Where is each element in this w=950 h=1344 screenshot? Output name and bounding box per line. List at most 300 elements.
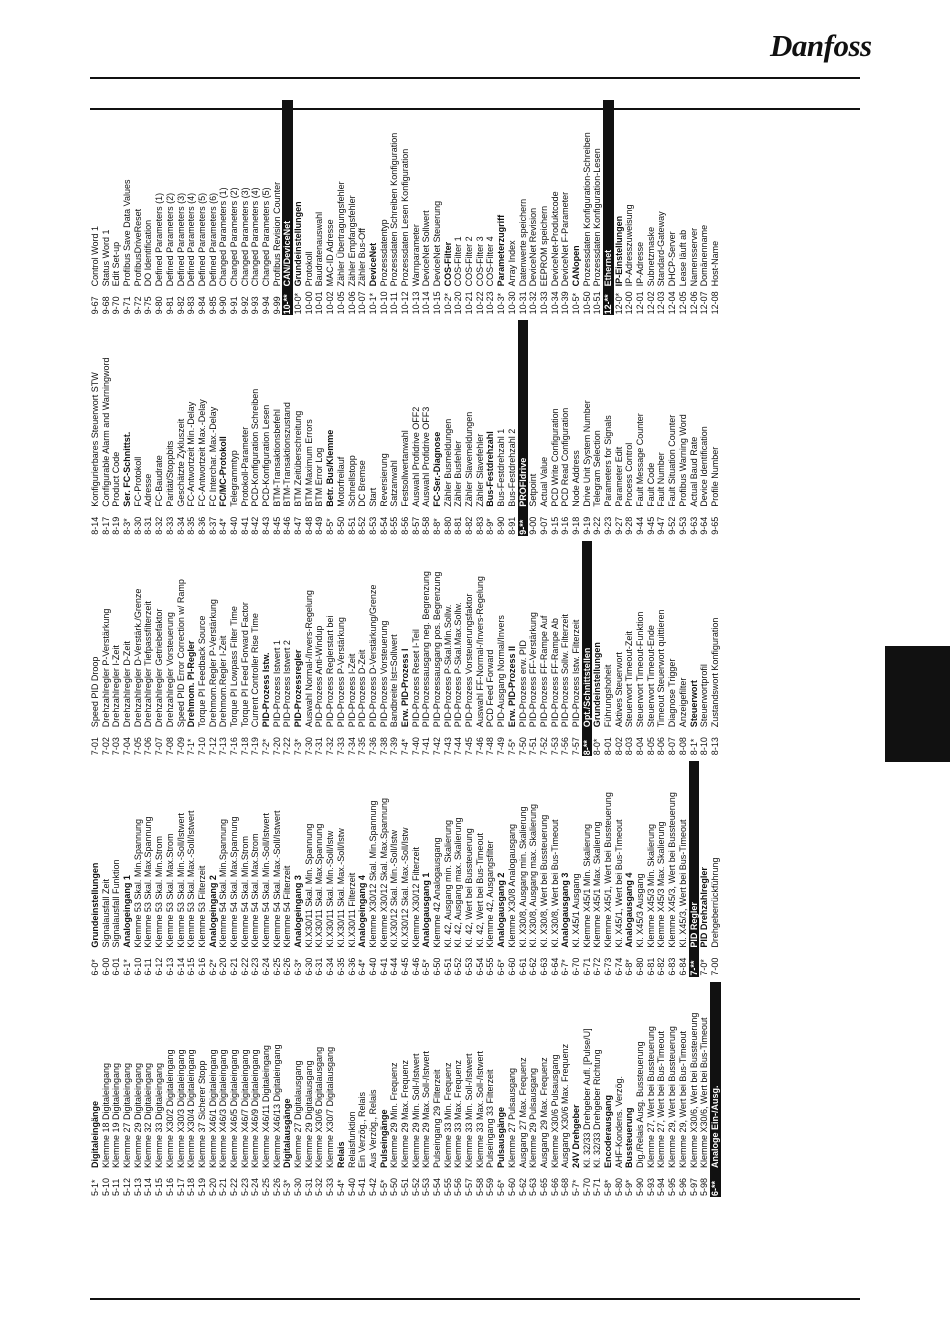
parameter-label: Klemme X30/7 Digitalausgang xyxy=(325,1046,336,1168)
parameter-number: 5-52 xyxy=(410,1177,421,1196)
parameter-label: Digitaleingänge xyxy=(90,1100,100,1168)
parameter-number: 9-82 xyxy=(175,296,186,315)
parameter-row xyxy=(389,100,400,315)
parameter-number: 5-10 xyxy=(100,1177,111,1196)
subgroup-header-row xyxy=(186,541,197,756)
parameter-label: Ser. FC-Schnittst. xyxy=(122,431,133,507)
parameter-number: 7-53 xyxy=(549,737,560,756)
parameter-number: 6-4* xyxy=(357,959,368,976)
parameter-number: 6-12 xyxy=(154,957,165,976)
parameter-row xyxy=(624,100,635,315)
parameter-label: Drehzahlregler D-Zeit xyxy=(122,641,133,728)
parameter-number: 5-25 xyxy=(261,1177,271,1196)
parameter-row xyxy=(336,541,347,756)
parameter-row xyxy=(667,320,678,535)
parameter-row xyxy=(314,982,325,1197)
subgroup-header-row xyxy=(485,320,496,535)
parameter-row xyxy=(656,761,667,976)
parameter-row xyxy=(560,320,571,535)
parameter-row xyxy=(550,541,561,756)
subgroup-header-row xyxy=(122,320,133,535)
parameter-label: Klemme 54 Skal. Min.Spannung xyxy=(218,819,229,948)
parameter-number: 9-83 xyxy=(186,296,197,315)
parameter-number: 6-44 xyxy=(389,957,400,976)
subgroup-header-row xyxy=(560,761,571,976)
parameter-number: 7-30 xyxy=(303,737,314,756)
parameter-row xyxy=(90,320,101,535)
parameter-row xyxy=(122,541,133,756)
parameter-number: 5-23 xyxy=(239,1177,250,1196)
parameter-label: Aus Verzög., Relais xyxy=(367,1089,378,1168)
parameter-label: Setpoint xyxy=(528,473,539,507)
subgroup-header-row xyxy=(90,761,101,976)
parameter-label: Klemme X30/12 Skal. Max.Spannung xyxy=(378,798,389,948)
parameter-label: Signalausfall Funktion xyxy=(111,859,122,948)
parameter-row xyxy=(539,982,550,1197)
parameter-label: Parameter Edit xyxy=(613,446,624,507)
parameter-label: Fault Number xyxy=(656,452,667,507)
parameter-number: 8-05 xyxy=(645,737,656,756)
parameter-number: 5-51 xyxy=(399,1177,410,1196)
parameter-label: COS-Filter 4 xyxy=(485,236,496,287)
parameter-number: 5-40 xyxy=(346,1177,357,1196)
parameter-number: 9-44 xyxy=(635,516,646,535)
parameter-label: Klemme 54 Skal. Max.Strom xyxy=(250,833,261,948)
parameter-number: 6-0* xyxy=(90,959,100,976)
parameter-row xyxy=(304,100,315,315)
parameter-label: Bandbreite Ist=Sollwert xyxy=(389,634,400,728)
parameter-number: 5-66 xyxy=(549,1177,560,1196)
parameter-row xyxy=(208,541,219,756)
parameter-number: 12-01 xyxy=(635,291,646,315)
parameter-label: Prozessdaten Schreiben Konfiguration xyxy=(389,132,400,287)
parameter-row xyxy=(560,541,571,756)
parameter-label: Klemme 27, Wert bei Bus-Timeout xyxy=(656,1030,667,1168)
subgroup-header-row xyxy=(293,761,304,976)
parameter-number: 5-22 xyxy=(228,1177,239,1196)
parameter-label: Analogausgang 3 xyxy=(560,872,571,948)
subgroup-header-row xyxy=(293,100,304,315)
parameter-number: 5-24 xyxy=(250,1177,261,1196)
parameter-label: Kl.X30/11 Skal. Min.-Soll/Istw xyxy=(325,830,336,948)
parameter-number: 9-64 xyxy=(699,516,710,535)
parameter-number: 8-34 xyxy=(175,516,186,535)
parameter-number: 6-16 xyxy=(196,957,207,976)
parameter-row xyxy=(453,761,464,976)
parameter-row xyxy=(475,761,486,976)
parameter-number: 6-21 xyxy=(228,957,239,976)
parameter-number: 7-33 xyxy=(335,737,346,756)
parameter-number: 12-04 xyxy=(667,291,678,315)
parameter-number: 9-72 xyxy=(132,296,143,315)
parameter-number: 5-4* xyxy=(335,1179,346,1196)
parameter-label: Kl. X45/3 Ausgang xyxy=(635,873,646,948)
group-header-row xyxy=(518,320,529,535)
parameter-row xyxy=(261,761,272,976)
parameter-number: 9-67 xyxy=(90,296,100,315)
parameter-number: 6-00 xyxy=(100,957,111,976)
parameter-label: Torque PI Feed Forward Factor xyxy=(239,602,250,728)
parameter-row xyxy=(208,100,219,315)
parameter-number: 6-83 xyxy=(667,957,678,976)
parameter-label: Zähler Empfangsfehler xyxy=(346,195,357,287)
parameter-row xyxy=(197,100,208,315)
parameter-number: 7-12 xyxy=(207,737,218,756)
parameter-number: 7-09 xyxy=(175,737,186,756)
parameter-label: Kl. X45/1 Ausgang xyxy=(570,873,581,948)
parameter-number: 5-58 xyxy=(474,1177,485,1196)
parameter-label: Drehzahlregler Getriebefaktor xyxy=(154,608,165,728)
parameter-label: Bus-Festdrehzahl 1 xyxy=(496,428,507,507)
parameter-label: BTM-Transaktionsbefehl xyxy=(271,409,282,507)
parameter-label: Analogausgang 2 xyxy=(496,872,507,948)
parameter-number: 12-0* xyxy=(613,292,624,315)
parameter-number: 10-01 xyxy=(314,291,325,315)
parameter-number: 6-36 xyxy=(346,957,357,976)
parameter-row xyxy=(624,320,635,535)
parameter-row xyxy=(432,541,443,756)
parameter-column xyxy=(90,320,860,535)
parameter-label: PID-Prozess P-Verstärkung xyxy=(335,617,346,728)
parameter-row xyxy=(282,541,293,756)
parameter-number: 8-49 xyxy=(314,516,325,535)
parameter-label: FC/MC-Protokoll xyxy=(218,436,229,507)
parameter-row xyxy=(678,982,689,1197)
parameter-row xyxy=(101,761,112,976)
parameter-number: 7-00 xyxy=(709,957,720,976)
parameter-row xyxy=(646,100,657,315)
parameter-label: Opt./Schnittstellen xyxy=(581,647,592,728)
parameter-label: Torque PI Feedback Source xyxy=(196,615,207,728)
parameter-label: PID-Prozess FF-Rampe Auf xyxy=(538,615,549,728)
parameter-label: Aktives Steuerwort xyxy=(613,652,624,728)
parameter-label: Defined Parameters (5) xyxy=(196,192,207,287)
subgroup-header-row xyxy=(624,982,635,1197)
parameter-label: Adresse xyxy=(143,473,154,507)
parameter-row xyxy=(689,100,700,315)
parameter-number: 6-14 xyxy=(175,957,186,976)
parameter-label: Node Address xyxy=(570,450,581,507)
parameter-row xyxy=(496,541,507,756)
parameter-number: 5-30 xyxy=(293,1177,304,1196)
parameter-label: COS-Filter 1 xyxy=(453,236,464,287)
subgroup-header-row xyxy=(218,320,229,535)
parameter-number: 10-39 xyxy=(560,291,571,315)
parameter-row xyxy=(560,982,571,1197)
parameter-number: 5-68 xyxy=(560,1177,571,1196)
parameter-row xyxy=(368,541,379,756)
parameter-row xyxy=(272,541,283,756)
parameter-label: Klemme X46/7 Digitaleingang xyxy=(239,1049,250,1168)
parameter-number: 8-48 xyxy=(303,516,314,535)
parameter-label: Parameterzugriff xyxy=(496,214,507,287)
parameter-number: 6-45 xyxy=(399,957,410,976)
parameter-row xyxy=(282,761,293,976)
parameter-number: 6-71 xyxy=(581,957,592,976)
parameter-label: Klemme X30/6 Pulsausgang xyxy=(549,1054,560,1168)
parameter-row xyxy=(304,761,315,976)
chapter-thumb-tab xyxy=(885,646,950,762)
parameter-number: 6-72 xyxy=(592,957,603,976)
parameter-row xyxy=(133,320,144,535)
parameter-row xyxy=(635,761,646,976)
parameter-row xyxy=(111,320,122,535)
parameter-number: 8-40 xyxy=(228,516,239,535)
parameter-label: Klemme X45/3, Wert bei Bussteuerung xyxy=(667,792,678,948)
parameter-number: 6-2* xyxy=(207,959,218,976)
parameter-number: 7-46 xyxy=(474,737,485,756)
parameter-row xyxy=(614,541,625,756)
parameter-label: Process Control xyxy=(624,442,635,507)
parameter-number: 8-82 xyxy=(464,516,475,535)
danfoss-logo: Danfoss xyxy=(770,28,872,63)
parameter-row xyxy=(229,100,240,315)
parameter-label: Klemme X30/6, Wert bei Bussteuerung xyxy=(688,1012,699,1168)
parameter-number: 5-62 xyxy=(517,1177,528,1196)
parameter-row xyxy=(197,982,208,1197)
parameter-row xyxy=(421,982,432,1197)
parameter-label: Analogausgang 1 xyxy=(421,872,432,948)
parameter-number: 7-19 xyxy=(250,737,261,756)
parameter-row xyxy=(507,320,518,535)
parameter-number: 10-06 xyxy=(346,291,357,315)
parameter-number: 7-01 xyxy=(90,737,100,756)
parameter-label: Klemme 27, Wert bei Bussteuerung xyxy=(645,1026,656,1168)
parameter-number: 9-23 xyxy=(603,516,613,535)
parameter-column xyxy=(90,982,860,1197)
parameter-label: Actual Value xyxy=(538,456,549,507)
parameter-row xyxy=(453,982,464,1197)
parameter-label: Klemme 29, Wert bei Bussteuerung xyxy=(667,1026,678,1168)
parameter-number: 7-20 xyxy=(271,737,282,756)
parameter-number: 7-5* xyxy=(506,738,517,756)
parameter-number: 5-55 xyxy=(442,1177,453,1196)
parameter-row xyxy=(357,320,368,535)
parameter-label: Telegram Selection xyxy=(592,430,603,507)
parameter-number: 9-07 xyxy=(538,516,549,535)
parameter-label: Kl. X30/8, Ausgang min. Skalierung xyxy=(517,806,528,948)
parameter-label: Klemme 54 Skal. Min.Strom xyxy=(239,836,250,948)
parameter-label: COS-Filter 3 xyxy=(474,236,485,287)
parameter-number: 5-26 xyxy=(271,1177,282,1196)
parameter-row xyxy=(229,320,240,535)
parameter-number: 8-17 xyxy=(100,516,111,535)
parameter-row xyxy=(143,982,154,1197)
parameter-label: Anzeigefilter xyxy=(677,677,688,728)
parameter-row xyxy=(336,320,347,535)
parameter-row xyxy=(485,761,496,976)
parameter-label: Steuerwort Timeout-Funktion xyxy=(635,611,646,728)
parameter-label: Klemme 53 Filterzeit xyxy=(196,865,207,948)
parameter-row xyxy=(411,982,422,1197)
parameter-label: Current Controller Rise Time xyxy=(250,613,261,728)
parameter-label: FC-Baudrate xyxy=(154,455,165,507)
parameter-number: 6-51 xyxy=(442,957,453,976)
parameter-label: Klemme 18 Digitaleingang xyxy=(100,1062,111,1168)
parameter-number: 10-33 xyxy=(538,291,549,315)
parameter-label: Klemme 53 Skal. Max.-Soll/Istwert xyxy=(186,810,197,948)
parameter-number: 6-10 xyxy=(132,957,143,976)
parameter-label: Klemme 29 Digitalausgang xyxy=(303,1060,314,1168)
parameter-label: Klemme X45/1 Max. Skalierung xyxy=(592,821,603,948)
parameter-label: Drehzahlregler Vorsteuerung xyxy=(164,612,175,728)
parameter-number: 7-08 xyxy=(164,737,175,756)
parameter-label: Klemme X46/3 Digitaleingang xyxy=(218,1049,229,1168)
parameter-row xyxy=(133,541,144,756)
parameter-label: IP-Adresszuweisung xyxy=(624,204,635,287)
parameter-label: Kl. 32/33 Drehgeber Richtung xyxy=(592,1049,603,1168)
parameter-row xyxy=(133,100,144,315)
parameter-number: 5-53 xyxy=(421,1177,432,1196)
parameter-label: Klemme 27 Digitalausgang xyxy=(293,1060,304,1168)
parameter-number: 10-32 xyxy=(528,291,539,315)
parameter-number: 12-08 xyxy=(709,291,720,315)
parameter-column xyxy=(90,541,860,756)
subgroup-header-row xyxy=(571,100,582,315)
parameter-number: 6-13 xyxy=(164,957,175,976)
parameter-row xyxy=(667,541,678,756)
parameter-label: Defined Parameters (2) xyxy=(164,192,175,287)
parameter-number: 7-42 xyxy=(432,737,442,756)
parameter-row xyxy=(507,761,518,976)
parameter-row xyxy=(656,982,667,1197)
parameter-label: Satzanwahl xyxy=(389,460,400,507)
parameter-row xyxy=(176,541,187,756)
parameter-label: Klemme X46/5 Digitaleingang xyxy=(228,1049,239,1168)
parameter-label: Ein Verzög., Relais xyxy=(357,1091,368,1168)
parameter-row xyxy=(90,100,101,315)
parameter-label: Klemme 29 Max. Frequenz xyxy=(399,1059,410,1168)
parameter-label: Drehzahlregler D-Verstärk./Grenze xyxy=(132,588,143,728)
parameter-number: 6-6* xyxy=(496,959,507,976)
parameter-label: Klemme X45/1 Min. Skalierung xyxy=(581,824,592,948)
parameter-label: PCD Write Configuration xyxy=(549,408,560,507)
parameter-number: 8-80 xyxy=(442,516,453,535)
parameter-number: 10-22 xyxy=(474,291,485,315)
parameter-label: Zähler Bus-Off xyxy=(357,228,368,287)
parameter-label: Pulseingang 29 Filterzeit xyxy=(432,1069,442,1168)
parameter-number: 8-55 xyxy=(389,516,400,535)
parameter-row xyxy=(293,320,304,535)
parameter-label: Defined Parameters (3) xyxy=(175,192,186,287)
parameter-label: Klemme X46/1 Digitaleingang xyxy=(207,1049,218,1168)
parameter-number: 6-3* xyxy=(293,959,304,976)
subgroup-header-row xyxy=(400,541,411,756)
parameter-label: Klemme 53 Skal. Min.Spannung xyxy=(132,819,143,948)
subgroup-header-row xyxy=(208,761,219,976)
parameter-label: Device Identification xyxy=(699,426,710,507)
parameter-label: Kl.X30/11 Skal. Min. Spannung xyxy=(303,823,314,948)
parameter-row xyxy=(432,982,443,1197)
parameter-label: Auswahl FF-Normal-/Invers-Regelung xyxy=(474,576,485,728)
parameter-number: 9-16 xyxy=(560,516,571,535)
parameter-number: 5-15 xyxy=(154,1177,165,1196)
parameter-label: PID-Prozess FF-Verstärkung xyxy=(528,612,539,728)
parameter-row xyxy=(347,761,358,976)
parameter-label: Klemme X30/12 Filterzeit xyxy=(410,847,421,948)
parameter-label: 24V Drehgeber xyxy=(570,1104,581,1168)
parameter-number: 5-12 xyxy=(122,1177,133,1196)
parameter-label: Edit Set-up xyxy=(111,241,122,287)
parameter-row xyxy=(485,541,496,756)
parameter-number: 9-90 xyxy=(218,296,229,315)
parameter-row xyxy=(261,982,272,1197)
parameter-row xyxy=(539,541,550,756)
parameter-row xyxy=(325,541,336,756)
parameter-number: 10-12 xyxy=(399,291,410,315)
parameter-label: PCD-Konfiguration Schreiben xyxy=(250,388,261,507)
parameter-row xyxy=(539,100,550,315)
parameter-label: Analogeingang 2 xyxy=(207,875,218,948)
parameter-label: PID-Prozess P-Skal.Min.Sollw. xyxy=(442,604,453,728)
parameter-label: Klemme 42, Ausgangsfilter xyxy=(485,840,496,948)
parameter-label: PID-Prozess Vorsteuerungsfaktor xyxy=(464,593,475,728)
parameter-row xyxy=(624,541,635,756)
parameter-number: 5-16 xyxy=(164,1177,175,1196)
parameter-number: 9-00 xyxy=(528,516,539,535)
parameter-number: 6-70 xyxy=(570,957,581,976)
parameter-label: Klemme 53 Skal. Min.-Soll/Istwert xyxy=(175,813,186,948)
parameter-label: Drive Unit System Number xyxy=(581,400,592,507)
parameter-label: PID-Prozess erw. PID xyxy=(517,640,528,728)
parameter-row xyxy=(485,100,496,315)
parameter-label: Kl.X30/11 Skal. Max.-Soll/Istw xyxy=(335,828,346,948)
parameter-row xyxy=(250,100,261,315)
parameter-number: 7-40 xyxy=(410,737,421,756)
parameter-number: 8-3* xyxy=(122,518,133,535)
parameter-column xyxy=(90,100,860,315)
parameter-number: 7-31 xyxy=(314,737,325,756)
parameter-label: Protokoll-Parameter xyxy=(239,426,250,507)
parameter-row xyxy=(154,982,165,1197)
parameter-label: Klemme X30/6, Wert bei Bus-Timeout xyxy=(699,1017,710,1168)
parameter-number: 9-27 xyxy=(613,516,624,535)
parameter-label: COS-Filter 2 xyxy=(464,236,475,287)
parameter-number: 9-85 xyxy=(207,296,218,315)
parameter-number: 8-5* xyxy=(325,518,336,535)
parameter-label: Defined Parameters (6) xyxy=(207,192,218,287)
parameter-number: 8-36 xyxy=(196,516,207,535)
parameter-row xyxy=(635,541,646,756)
parameter-number: 12-** xyxy=(603,294,613,315)
parameter-number: 10-11 xyxy=(389,292,400,315)
parameter-label: Dig./Relais Ausg. Bussteuerung xyxy=(635,1041,646,1168)
parameter-row xyxy=(368,761,379,976)
parameter-row xyxy=(496,320,507,535)
parameter-row xyxy=(272,320,283,535)
parameter-number: 5-5* xyxy=(378,1179,389,1196)
parameter-row xyxy=(443,541,454,756)
parameter-number: 8-43 xyxy=(261,516,271,535)
parameter-number: 6-1* xyxy=(122,959,133,976)
parameter-label: Array Index xyxy=(506,240,517,287)
parameter-number: 7-06 xyxy=(143,737,154,756)
parameter-label: DHCP-Server xyxy=(667,231,678,287)
group-header-row xyxy=(710,982,721,1197)
parameter-number: 6-60 xyxy=(506,957,517,976)
parameter-label: Führungshoheit xyxy=(603,664,613,728)
parameter-row xyxy=(699,100,710,315)
parameter-label: PID-Prozessausgang pos. Begrenzung xyxy=(432,571,442,728)
subgroup-header-row xyxy=(421,761,432,976)
parameter-number: 10-10 xyxy=(378,291,389,315)
parameter-row xyxy=(550,320,561,535)
parameter-number: 9-28 xyxy=(624,516,635,535)
subgroup-header-row xyxy=(293,541,304,756)
parameter-row xyxy=(101,100,112,315)
subgroup-header-row xyxy=(379,982,390,1197)
parameter-number: 7-38 xyxy=(378,737,389,756)
